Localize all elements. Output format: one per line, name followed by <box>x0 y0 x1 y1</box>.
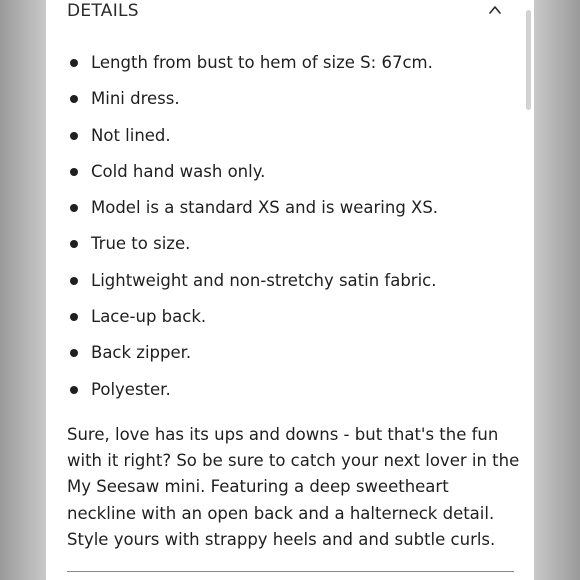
bullet-dot <box>70 132 78 140</box>
list-item-text: Not lined. <box>91 125 171 145</box>
details-header[interactable] <box>46 0 534 24</box>
section-divider <box>67 571 514 572</box>
list-item-text: Cold hand wash only. <box>91 161 266 181</box>
list-item-text: Length from bust to hem of size S: 67cm. <box>91 53 433 72</box>
list-item-text: True to size. <box>91 234 191 254</box>
list-item-text: Mini dress. <box>91 89 180 109</box>
details-panel <box>46 0 534 580</box>
list-item-text: Lace-up back. <box>91 307 207 327</box>
list-item <box>46 81 526 117</box>
chevron-up-icon[interactable] <box>487 2 503 18</box>
list-item <box>46 263 526 299</box>
product-description: Sure, love has its ups and downs - but that's the fun with it right? So be sure to catch your next lover in the My Seesaw mini. Featuring a deep sweetheart neckline with an open back and a halterneck detail. Style yours with strappy heels and and subtle curls. <box>67 425 520 549</box>
list-item <box>46 372 526 408</box>
bullet-dot <box>70 204 78 212</box>
list-item-text: Polyester. <box>91 379 171 399</box>
list-item <box>46 45 526 81</box>
list-item <box>46 154 526 190</box>
list-item <box>46 226 526 262</box>
scrollbar-thumb[interactable] <box>526 10 531 110</box>
list-item-text: Back zipper. <box>91 343 192 363</box>
bullet-dot <box>70 313 78 321</box>
bullet-dot <box>70 349 78 357</box>
background-right <box>534 0 580 580</box>
bullet-dot <box>70 386 78 394</box>
details-list <box>46 45 526 408</box>
list-item-text: Lightweight and non-stretchy satin fabric. <box>91 270 437 290</box>
list-item <box>46 335 526 371</box>
bullet-dot <box>70 168 78 176</box>
bullet-dot <box>70 277 78 285</box>
bullet-dot <box>70 95 78 103</box>
details-title: DETAILS <box>67 1 139 21</box>
background-left <box>0 0 46 580</box>
list-item <box>46 118 526 154</box>
list-item-text: Model is a standard XS and is wearing XS. <box>91 198 439 218</box>
bullet-dot <box>70 59 78 67</box>
list-item <box>46 190 526 226</box>
bullet-dot <box>70 240 78 248</box>
list-item <box>46 299 526 335</box>
